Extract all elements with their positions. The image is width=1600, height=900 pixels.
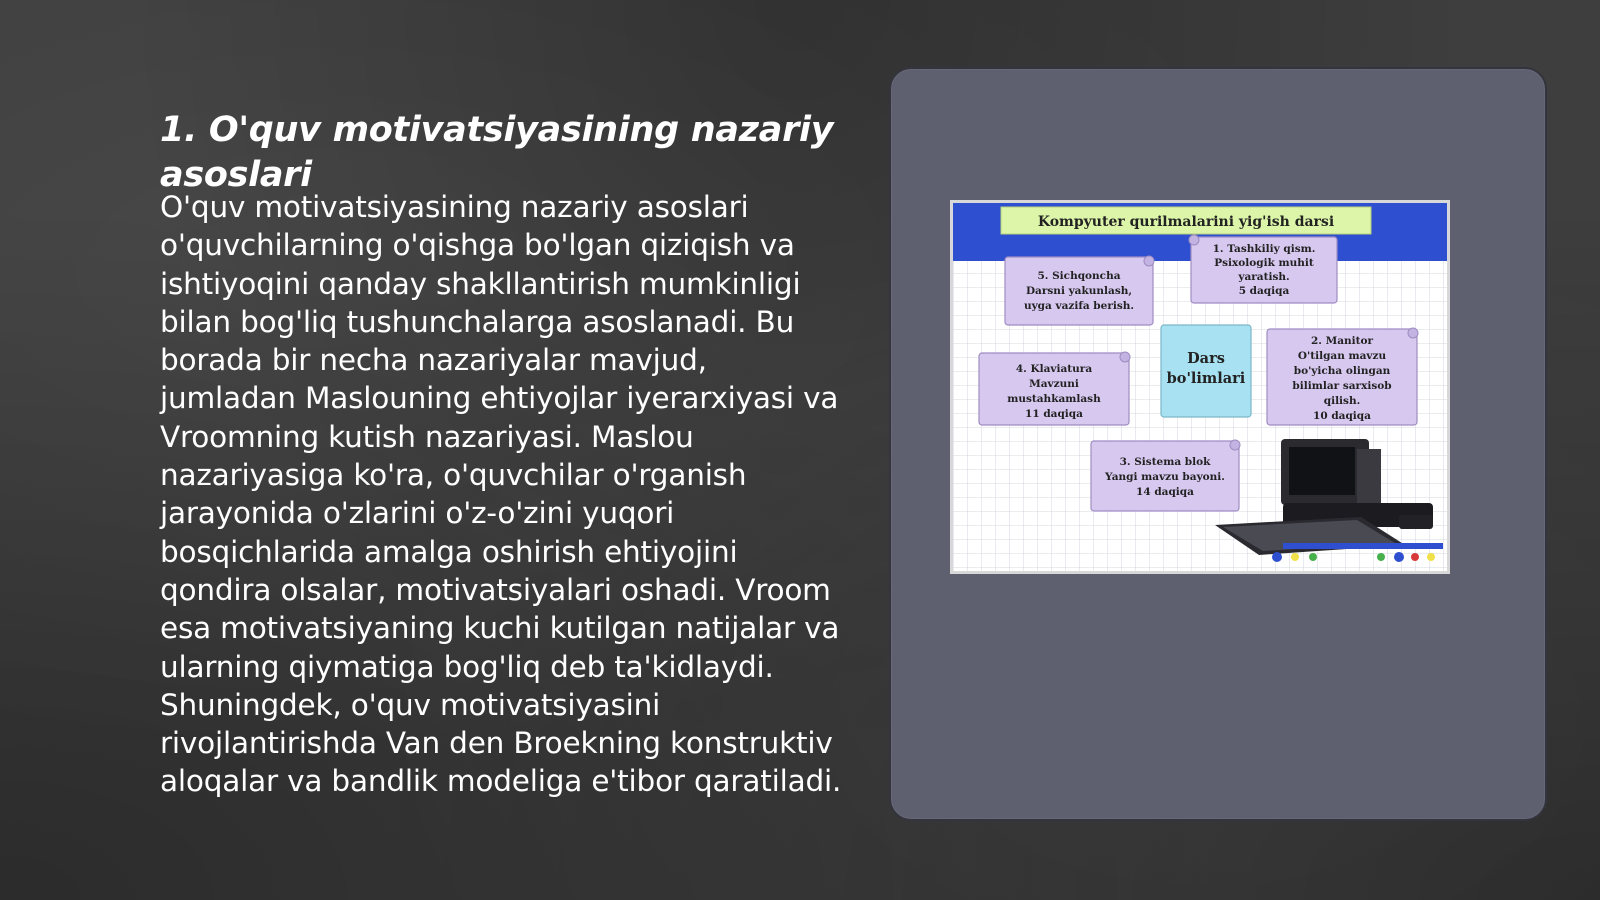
scroll-4-line-3: mustahkamlash bbox=[1007, 393, 1101, 405]
slide-title: 1. O'quv motivatsiyasining nazariy asoslari bbox=[160, 110, 834, 195]
scroll-5-line-1: 5. Sichqoncha bbox=[1037, 270, 1121, 282]
slide-body-text: O'quv motivatsiyasining nazariy asoslari o'quvchilarning o'qishga bo'lgan qiziqish va ishtiyoqini qanday shakllantirish mumkinligi bilan bog'liq tushunchalarga asoslanadi. Bu borada bir necha nazariyalar mavjud, jumladan Maslouning ehtiyojlar iyerarxiyasi va Vroomning kutish nazariyasi. Maslou nazariyasiga ko'ra, o'quvchilar o'rganish jarayonida o'zlarini o'z-o'zini yuqori bosqichlarida amalga oshirish ehtiyojini qondira olsalar, motivatsiyalari oshadi. Vroom esa motivatsiyaning kuchi kutilgan natijalar va ularning qiymatiga bog'liq deb ta'kidlaydi. Shuningdek, o'quv motivatsiyasini rivojlantirishda Van den Broekning konstruktiv aloqalar va bandlik modeliga e'tibor qaratiladi. bbox=[160, 190, 842, 799]
scroll-2 bbox=[1267, 328, 1418, 425]
scroll-1 bbox=[1189, 235, 1337, 303]
header-label: Kompyuter qurilmalarini yig'ish darsi bbox=[1037, 214, 1335, 230]
scroll-4-line-1: 4. Klaviatura bbox=[1015, 363, 1093, 375]
scroll-2-line-1: 2. Manitor bbox=[1310, 335, 1374, 347]
scroll-2-line-3: bo'yicha olingan bbox=[1293, 365, 1391, 377]
scroll-2-line-2: O'tilgan mavzu bbox=[1297, 350, 1387, 362]
scroll-1-line-2: Psixologik muhit bbox=[1214, 257, 1314, 269]
scroll-1-line-3: yaratish. bbox=[1238, 271, 1290, 283]
center-line-2: bo'limlari bbox=[1166, 370, 1246, 387]
lesson-diagram-image bbox=[950, 200, 1450, 574]
scroll-5 bbox=[1005, 256, 1154, 325]
scroll-3-line-1: 3. Sistema blok bbox=[1119, 456, 1211, 468]
scroll-2-line-4: bilimlar sarxisob bbox=[1292, 380, 1392, 392]
scroll-1-line-4: 5 daqiqa bbox=[1238, 285, 1290, 297]
slide-text-block bbox=[160, 108, 850, 801]
center-line-1: Dars bbox=[1187, 350, 1225, 367]
scroll-2-line-5: qilish. bbox=[1323, 395, 1361, 407]
scroll-5-line-2: Darsni yakunlash, bbox=[1025, 285, 1133, 297]
scroll-4-line-4: 11 daqiqa bbox=[1025, 408, 1083, 420]
scroll-4 bbox=[979, 352, 1130, 425]
scroll-5-line-3: uyga vazifa berish. bbox=[1023, 300, 1135, 312]
center-box bbox=[1161, 325, 1251, 417]
scroll-2-line-6: 10 daqiqa bbox=[1313, 410, 1371, 422]
scroll-3-line-2: Yangi mavzu bayoni. bbox=[1105, 471, 1225, 483]
scroll-3-line-3: 14 daqiqa bbox=[1136, 486, 1194, 498]
scroll-4-line-2: Mavzuni bbox=[1029, 378, 1079, 390]
scroll-1-line-1: 1. Tashkiliy qism. bbox=[1212, 243, 1316, 255]
scroll-3 bbox=[1091, 440, 1240, 511]
